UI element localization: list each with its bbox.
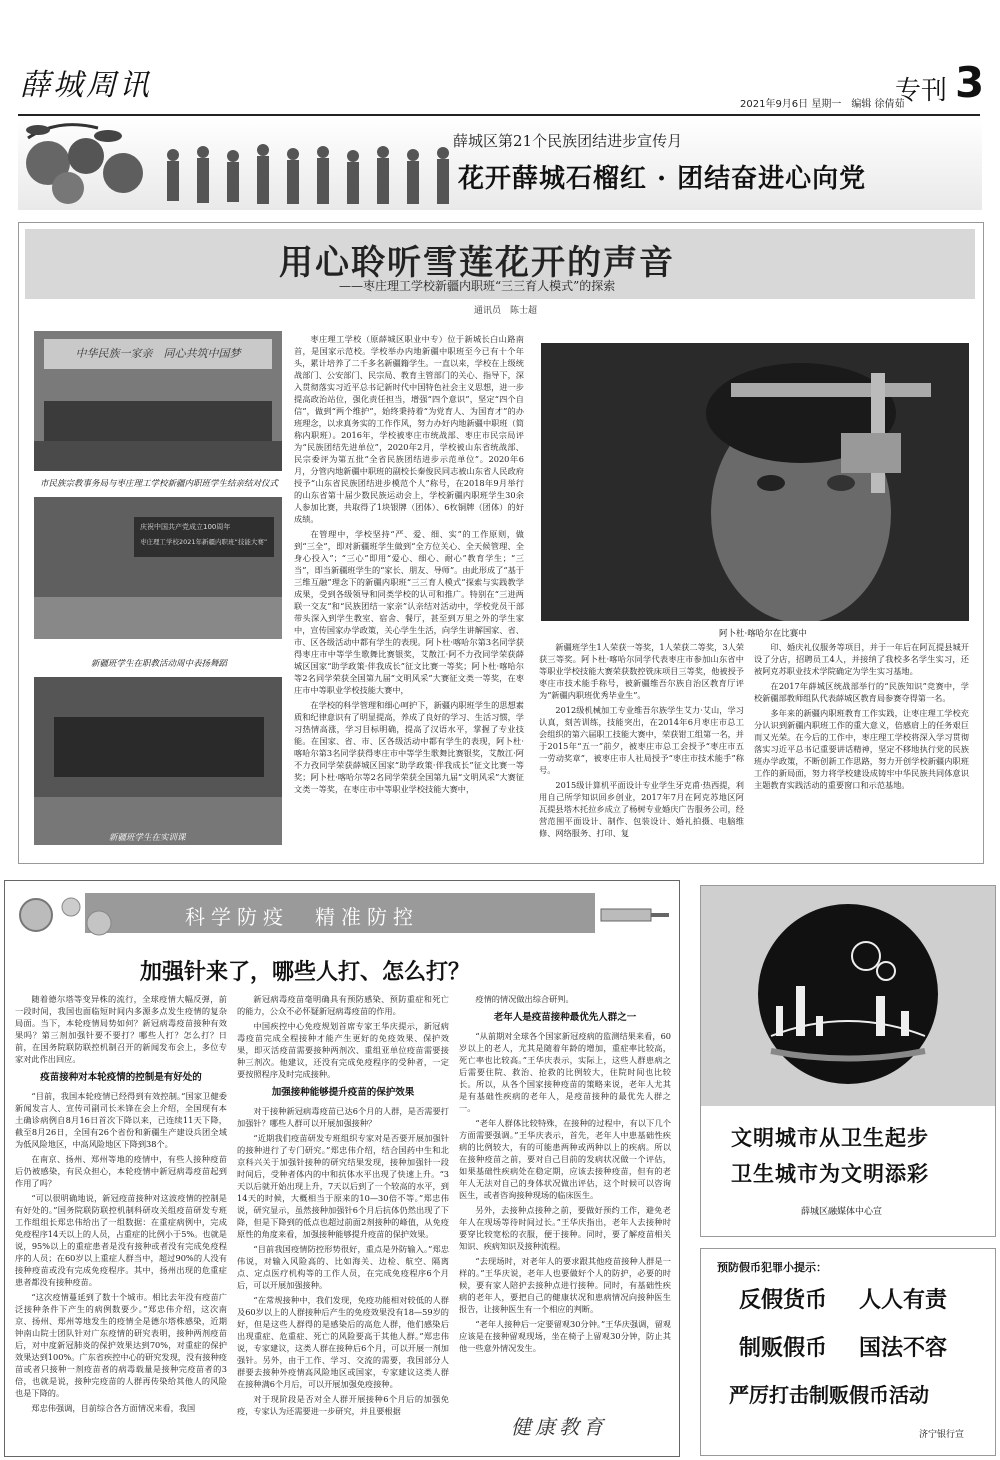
banner-title: 花开薛城石榴红 · 团结奋进心向党 [458,164,867,194]
photo-training-class [34,677,282,845]
article2-col2-para: 对于现阶段是否对全人群开展接种6个月后的加强免疫，专家认为还需要进一步研究，并且要根据 [237,1394,449,1416]
article1-col3-para: 印、婚庆礼仪服务等项目，并于一年后在阿瓦提县城开设了分店，招聘员工4人，并接纳了我校多名学生实习，还被阿克苏职业技术学院确定为学生实习基地。 [754,642,969,676]
article2-subhead: 老年人是疫苗接种最优先人群之一 [493,1012,637,1023]
ad2-credit: 济宁银行宣 [919,1430,965,1440]
city-skyline-illustration [701,886,995,1106]
article1-headline: 用心聆听雪莲花开的声音 [279,243,675,283]
article1-col1 [294,333,524,853]
article2-col1 [15,993,227,1451]
photo-dance-performance [34,497,282,639]
photo1-banner: 中华民族一家亲 同心共筑中国梦 [44,339,272,369]
photo3-caption: 新疆班学生在实训课 [109,833,186,843]
article2-col3-para: 另外，去接种点接种之前，要做好预约工作，避免老年人在现场等待时间过长。”王华庆指出，老年人去接种时要穿比较宽松的衣服，便于接种。同时，要了解疫苗相关知识、疾病知识及接种流程。 [459,1205,671,1251]
page-number: 3 [955,58,985,107]
banner [18,118,982,210]
photo1-table [34,441,282,471]
article2-col1-para: “这次疫情蔓延到了数十个城市。相比去年没有疫苗广泛接种条件下产生的病例数要少。”郑忠伟介绍，这次南京、扬州、郑州等地发生的疫情全是德尔塔株感染，近期钟南山院士团队针对广东疫情的研究表明，接种两剂疫苗后，对中度新冠肺炎的保护效果达到70%，对重症的保护效果达到100%。广东省疾控中心的研究发现，没有接种疫苗或者只接种一剂疫苗者的病毒载量是接种完疫苗者的3倍，也就是说，接种完疫苗的人群再传染给其他人的风险也是下降的。 [15,1292,227,1398]
banner-subtitle: 薛城区第21个民族团结进步宣传月 [453,132,683,150]
article1-col1-para: 枣庄理工学校（原薛城区职业中专）位于新城长白山路南首，是国家示范校。学校举办内地新疆中职班至今已有十个年头，累计培养了二千多名新疆籍学生。一直以来，学校在上级统战部门、公安部门、民宗局、教育主管部门的关心、指导下，深入贯彻落实习近平总书记新时代中国特色社会主义思想，进一步提高政治站位，强化责任担当，增强“四个意识”，坚定“四个自信”，做到“两个维护”，始终秉持着“为党育人、为国育才”的办班理念，以求真务实的工作作风，努力办好内地新疆中职班（简称内职班）。2016年，学校被枣庄市统战部、枣庄市民宗局评为“民族团结先进单位”，2020年2月，学校被山东省统战部、民宗委评为第五批“全省民族团结进步示范单位”。2020年6月，分管内地新疆中职班的副校长秦俊民同志被山东省人民政府授予“山东省民族团结进步模范个人”称号，在2018年9月举行的山东省第十届少数民族运动会上，学校新疆内职班学生30余人参加比赛，共取得了1块银牌（团体）、6枚铜牌（团体）的好成绩。 [294,334,524,524]
health-education-label: 健康教育 [511,1415,607,1439]
article2-section-title: 科学防疫 精准防控 [185,905,419,929]
dancers-illustration [158,140,458,210]
masthead-name: 薛城周讯 [20,68,152,103]
article2-col3-para: “从前期对全球各个国家新冠疫病的监测结果来看，60岁以上的老人，尤其是随着年龄的增加，重症率比较高，死亡率也比较高。”王华庆表示，实际上，这些人群患病之后需要住院、救治、抢救的比例较大，住院时间也比较长。所以，从各个国家接种疫苗的策略来说，老年人尤其是有基础性疾病的老年人，是疫苗接种的最优先人群之一。 [459,1031,671,1113]
syringe-illustration [595,891,673,939]
big-photo-caption: 阿卜杜·喀哈尔在比赛中 [719,629,807,639]
photo2-stage [34,597,282,639]
article2-col2-para: “近期我们疫苗研发专班组织专家对是否要开展加强针的接种进行了专门研究。”郑忠伟介绍，结合国药中生和北京科兴关于加强针接种的研究结果发现，接种加强针一段时间后，受种者体内的中和抗体水平出现了快速上升。“3天以后就开始出现上升，7天以后到了一个较高的水平，到14天的时候，大概相当于原来的10—30倍不等。”郑忠伟说，研究显示，虽然接种加强针6个月后抗体仍然出现了下降，但是下降到的低点也超过前面2剂接种的峰值，从免疫原性的角度来看，加强接种能够提升疫苗的保护效果。 [237,1133,449,1239]
article2-col1-para: 在南京、扬州、郑州等地的疫情中，有些人接种疫苗后仍被感染，有民众担心，本轮疫情中新冠病毒疫苗起到作用了吗？ [15,1154,227,1188]
photo-welding-competitor [541,343,969,621]
ad2-row3: 严厉打击制贩假币活动 [729,1383,929,1407]
article2 [4,880,680,1457]
article1-col2 [539,641,744,851]
photo1-caption: 市民族宗教事务局与枣庄理工学校新疆内职班学生结亲结对仪式 [39,479,278,489]
ad1-line2: 卫生城市为文明添彩 [731,1161,929,1186]
ad-civilized-city [700,885,996,1237]
photo1-people [44,401,272,441]
article1-col1-para: 在学校的科学管理和细心呵护下，新疆内职班学生的思想素质和纪律意识有了明显提高，养成了良好的学习、生活习惯，学习热情高涨，学习目标明确，提高了汉语水平，掌握了专业技能。在国家、省、市、区各级活动中都有学生的表现，阿卜杜·喀哈尔第3名同学获得枣庄市中等学生歌舞比赛银奖，艾散江·阿不力孜同学荣获薛城区国家“助学政策·伴我成长”征文比赛一等奖；阿卜杜·喀哈尔等2名同学荣获全国第九届“文明风采”大赛征文类一等奖，在枣庄市中等职业学校技能大赛中， [294,700,524,794]
article2-col1-para: 随着德尔塔等变异株的流行，全球疫情大幅反弹，前一段时间，我国也面临短时间内多源多点发生疫情的复杂局面。当下，本轮疫情局势如何？新冠病毒疫苗接种有效果吗？第三剂加强针要不要打？哪些人打？怎么打？日前，在国务院联防联控机制召开的新闻发布会上，多位专家对此作出回应。 [15,994,227,1064]
article2-col3-para: 疫情的情况做出综合研判。 [475,994,574,1004]
article2-col2-para: “在常规接种中，我们发现，免疫功能相对较低的人群及60岁以上的人群接种后产生的免疫效果没有18—59岁的好，但是这些人群得的是感染后的高危人群，他们感染后出现重症、危重症、死亡的风险要高于其他人群。”郑忠伟说，专家建议，这类人群在接种后6个月，可以开展一剂加强针。另外，由于工作、学习、交流的需要，我国部分人群要去接种外疫情高风险地区或国家，专家建议这类人群在接种满6个月后，可以开展加强免疫接种。 [237,1295,449,1389]
article2-col1-para: “目前，我国本轮疫情已经得到有效控制。”国家卫健委新闻发言人、宣传司副司长米锋在会上介绍，全国现有本土确诊病例自8月16日首次下降以来，已连续11天下降，截至8月26日，全国有26个省份和新疆生产建设兵团全域为低风险地区，中高风险地区下降到38个。 [15,1091,227,1149]
ad2-row2b: 国法不容 [859,1335,948,1361]
article1-col3 [754,641,969,851]
ad2-tip: 预防假币犯罪小提示： [717,1261,827,1274]
article1-byline: 通讯员 陈士超 [474,306,538,316]
photo2-board [134,517,274,557]
ad-counterfeit-warning [700,1248,996,1456]
article2-col2-para: “目前我国疫情防控形势很好，重点是外防输入。”郑忠伟说，对输入风险高的、比如海关、边检、航空、隔离点、定点医疗机构等的工作人员，在完成免疫程序6个月后，可以开展加强接种。 [237,1244,449,1290]
photo2-caption: 新疆班学生在职教活动周中表扬舞蹈 [90,659,227,669]
article2-subhead: 加强接种能够提升疫苗的保护效果 [271,1087,415,1098]
ad2-row1b: 人人有责 [859,1287,948,1313]
article1-col2-para: 2012级机械加工专业维吾尔族学生艾力·艾山，学习认真，刻苦训练，技能突出，在2014年6月枣庄市总工会组织的第六届职工技能大赛中，荣获钳工组第一名，并于2015年“五一”前夕，被枣庄市总工会授予“枣庄市五一劳动奖章”，被枣庄市人社局授予“枣庄市技术能手”称号。 [539,705,744,775]
article2-col2-para: 对于接种新冠病毒疫苗已达6个月的人群，是否需要打加强针？哪些人群可以开展加强接种？ [237,1106,449,1128]
article2-subhead: 疫苗接种对本轮疫情的控制是有好处的 [40,1072,202,1083]
ad2-row2a: 制贩假币 [739,1335,828,1361]
date-line: 2021年9月6日 星期一 编辑 徐倩茹 [740,99,905,110]
photo-signing-ceremony [34,331,282,471]
article2-col1-para: “可以很明确地说，新冠疫苗接种对这波疫情的控制是有好处的。”国务院联防联控机制科研攻关组疫苗研发专班工作组组长郑忠伟给出了一组数据：在重症病例中，完成免疫程序14天以上的人员，占重症的比例小于5%。也就是说，95%以上的重症患者是没有接种或者没有完成免疫程序的人员；在60岁以上重症人群当中，超过90%的人没有接种疫苗或没有完成免疫程序。其中，扬州出现的危重症患者都没有接种疫苗。 [15,1193,227,1287]
photo-competitor-figure [541,343,969,621]
article2-col2 [237,993,449,1451]
article1-col1-para: 在管理中，学校坚持“严、爱、细、实”的工作原则，做到“三全”，即对新疆班学生做到“全方位关心、全天候管理、全身心投入”；“三心”即用“爱心、细心、耐心”教育学生；“三当”，即当新疆班学生的“家长、朋友、导师”。由此形成了“基于三维互融”理念下的新疆内职班“三三育人模式”探索与实践教学成果，受到各级领导和同类学校的认可和推广。特别在“三进两联一交友”和“民族团结一家亲”认亲结对活动中，学校党员干部带头深入到学生教室、宿舍、餐厅，甚至到万里之外的学生家中，宣传国家办学政策，关心学生生活，向学生讲解国家、省、市、区各级活动中都有学生的表现。阿卜杜·喀哈尔第3名同学获得枣庄市中等学生歌舞比赛银奖，艾散江·阿不力孜同学荣获薛城区国家“助学政策·伴我成长”征文比赛一等奖；阿卜杜·喀哈尔等2名同学荣获全国第九届“文明风采”大赛征文类一等奖，在枣庄市中等职业学校技能大赛中， [294,529,524,695]
article2-col2-para: 中国疾控中心免疫规划首席专家王华庆提示，新冠病毒疫苗完成全程接种才能产生更好的免疫效果、保护效果，即灭活疫苗需要接种两剂次、重组亚单位疫苗需要接种三剂次。他建议，还没有完成免疫程序的受种者，一定要按照程序及时完成接种。 [237,1021,449,1079]
ad1-line1: 文明城市从卫生起步 [731,1125,929,1150]
article2-col1-para: 郑忠伟强调，目前综合各方面情况来看，我国 [31,1403,196,1413]
section-label: 专刊 [895,76,948,106]
article2-col3 [459,993,671,1393]
photo2-board-line1: 庆祝中国共产党成立100周年 [140,523,231,531]
masthead-rule [18,114,980,116]
pomegranate-illustration [18,118,158,210]
article1-col3-para: 多年来的新疆内职班教育工作实践，让枣庄理工学校充分认识到新疆内职班工作的重大意义，倍感肩上的任务艰巨而又光荣。在今后的工作中，枣庄理工学校将深入学习贯彻落实习近平总书记重要讲话精神，坚定不移地执行党的民族班办学政策，不断创新工作思路，努力开创学校新疆内职班工作的新局面，努力将学校建设成铸牢中华民族共同体意识主题教育实践活动的重要窗口和示范基地。 [754,708,969,790]
article2-col2-para: 新冠病毒疫苗毫明确具有预防感染、预防重症和死亡的能力，公众不必怀疑新冠病毒疫苗的作用。 [237,994,449,1016]
article1 [18,222,984,864]
article2-col3-para: “老年人群体比较特殊，在接种的过程中，有以下几个方面需要强调。”王华庆表示，首先，老年人中患基础性疾病的比例较大，有的可能患两种或两种以上的疾病。所以在接种疫苗之前，要对自己目前的发病状况做一个评估，如果基础性疾病处在稳定期，应该去接种疫苗，但有的老年人无法对自己的身体状况做出评估，这个时候可以咨询医生，或者咨询接种现场的临床医生。 [459,1118,671,1200]
masthead [0,0,1000,120]
article1-col2-para: 新疆班学生1人荣获一等奖，1人荣获二等奖，3人荣获三等奖。阿卜杜·喀哈尔同学代表枣庄市参加山东省中等职业学校技能大赛荣获数控铣床项目三等奖，他被授予枣庄市技术能手称号，被新疆维吾尔族自治区教育厅评为“新疆内职班优秀毕业生”。 [539,642,744,700]
virus-illustration [11,887,131,947]
article1-col2-para: 2015级计算机平面设计专业学生牙克甫·热西提，利用自己所学知识回乡创业，2017年7月在阿克苏地区阿瓦提县塔木托拉乡成立了杨树专业婚庆广告服务公司，经营范围平面设计、制作、包装设计、婚礼拍摄、电脑维修、网络服务、打印、复 [539,780,744,838]
article2-col3-para: “老年人接种后一定要留观30分钟。”王华庆强调，留观应该是在接种留观现场，坐在椅子上留观30分钟，防止其他一些意外情况发生。 [459,1319,671,1353]
photo2-board-line2: 枣庄理工学校2021年新疆内职班“技能大赛” [140,538,268,546]
article1-col3-para: 在2017年薛城区统战部举行的“民族知识”竞赛中，学校新疆部教师组队代表薛城区教育局参赛夺得第一名。 [754,681,969,703]
article2-headline: 加强针来了，哪些人打、怎么打？ [140,959,471,985]
article1-subheadline: ——枣庄理工学校新疆内职班“三三育人模式”的探索 [339,279,616,293]
ad2-row1a: 反假货币 [739,1287,828,1313]
ad1-credit: 薛城区融媒体中心宣 [801,1207,883,1217]
article2-col3-para: “去现场时，对老年人的要求跟其他疫苗接种人群是一样的。”王华庆说，老年人也要做好个人的防护，必要的时候，要有家人陪护去接种点进行接种。同时，有基础性疾病的老年人，要把自己的健康状况和患病情况向接种医生报告，让接种医生有一个相应的判断。 [459,1256,671,1314]
photo3-monitors [54,717,264,777]
